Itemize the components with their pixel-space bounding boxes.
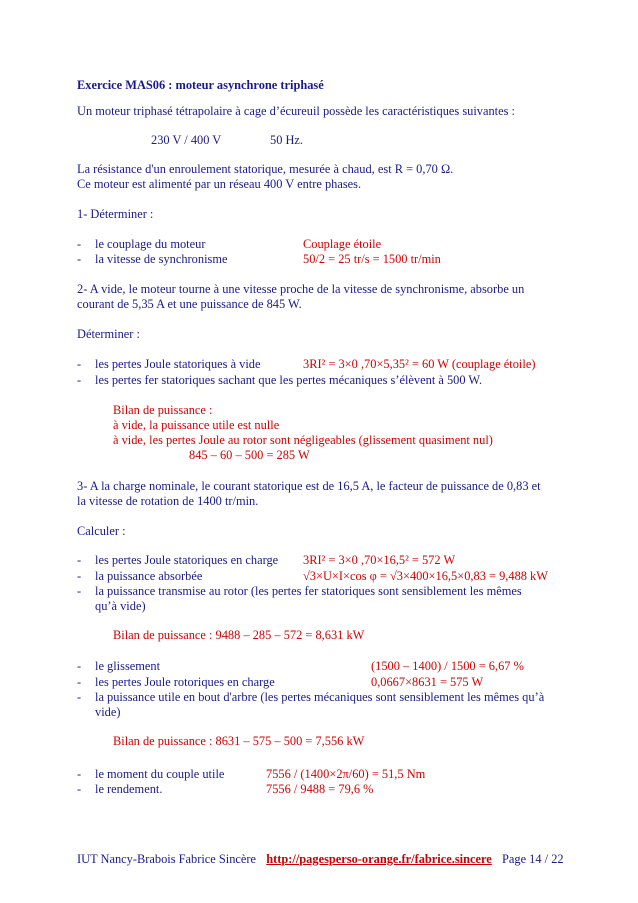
bilan-heading: Bilan de puissance : xyxy=(113,403,213,417)
voltage-value: 230 V / 400 V xyxy=(151,133,222,147)
footer xyxy=(77,852,564,867)
bilan-result: 845 – 60 – 500 = 285 W xyxy=(189,448,310,462)
intro-line: La résistance d'un enroulement statorique, mesurée à chaud, est R = 0,70 Ω. xyxy=(77,162,454,176)
question-item-label: le moment du couple utile xyxy=(95,767,225,781)
question-item-continuation: vide) xyxy=(95,705,121,719)
question-item-label: la puissance transmise au rotor (les pertes fer statoriques sont sensiblement les mêmes xyxy=(95,584,522,598)
question-item-label: les pertes Joule statoriques en charge xyxy=(95,553,279,567)
question-2-text: 2- A vide, le moteur tourne à une vitesse proche de la vitesse de synchronisme, absorbe un xyxy=(77,282,525,296)
list-dash: - xyxy=(77,252,82,266)
answer-text: √3×U×I×cos φ = √3×400×16,5×0,83 = 9,488 kW xyxy=(303,569,548,583)
footer-page-number: Page 14 / 22 xyxy=(501,852,564,866)
answer-text: 0,0667×8631 = 575 W xyxy=(371,675,484,689)
question-item-label: les pertes Joule rotoriques en charge xyxy=(95,675,275,689)
list-dash: - xyxy=(77,373,82,387)
bilan-line: Bilan de puissance : 8631 – 575 – 500 = 7,556 kW xyxy=(113,734,365,748)
question-item-label: le glissement xyxy=(95,659,161,673)
list-dash: - xyxy=(77,584,82,598)
bilan-line: à vide, les pertes Joule au rotor sont négligeables (glissement quasiment nul) xyxy=(113,433,493,447)
question-item-label: le couplage du moteur xyxy=(95,237,206,251)
question-3-text: la vitesse de rotation de 1400 tr/min. xyxy=(77,494,259,508)
frequency-value: 50 Hz. xyxy=(270,133,304,147)
question-2-text: courant de 5,35 A et une puissance de 845 W. xyxy=(77,297,302,311)
footer-org: IUT Nancy-Brabois Fabrice Sincère xyxy=(77,852,257,866)
bilan-line: à vide, la puissance utile est nulle xyxy=(113,418,280,432)
question-3-heading: Calculer : xyxy=(77,524,126,538)
answer-text: 3RI² = 3×0 ,70×5,35² = 60 W (couplage étoile) xyxy=(303,357,536,371)
answer-text: 50/2 = 25 tr/s = 1500 tr/min xyxy=(303,252,441,266)
question-item-continuation: qu’à vide) xyxy=(95,599,146,613)
question-item-label: la puissance absorbée xyxy=(95,569,203,583)
list-dash: - xyxy=(77,237,82,251)
question-1-heading: 1- Déterminer : xyxy=(77,207,154,221)
bilan-line: Bilan de puissance : 9488 – 285 – 572 = 8,631 kW xyxy=(113,628,365,642)
answer-text: 7556 / 9488 = 79,6 % xyxy=(266,782,374,796)
question-item-label: le rendement. xyxy=(95,782,163,796)
question-item-label: les pertes Joule statoriques à vide xyxy=(95,357,261,371)
list-dash: - xyxy=(77,767,82,781)
list-dash: - xyxy=(77,690,82,704)
question-3-text: 3- A la charge nominale, le courant statorique est de 16,5 A, le facteur de puissance de 0,83 et xyxy=(77,479,541,493)
list-dash: - xyxy=(77,553,82,567)
intro-line: Un moteur triphasé tétrapolaire à cage d’écureuil possède les caractéristiques suivantes : xyxy=(77,104,515,118)
answer-text: 3RI² = 3×0 ,70×16,5² = 572 W xyxy=(303,553,456,567)
question-2-heading: Déterminer : xyxy=(77,327,140,341)
footer-link[interactable]: http://pagesperso-orange.fr/fabrice.sincere xyxy=(266,852,492,866)
list-dash: - xyxy=(77,675,82,689)
answer-text: (1500 – 1400) / 1500 = 6,67 % xyxy=(371,659,524,673)
answer-text: Couplage étoile xyxy=(303,237,382,251)
list-dash: - xyxy=(77,569,82,583)
intro-line: Ce moteur est alimenté par un réseau 400 V entre phases. xyxy=(77,177,362,191)
list-dash: - xyxy=(77,357,82,371)
question-item-label: la puissance utile en bout d'arbre (les pertes mécaniques sont sensiblement les mêmes qu’à xyxy=(95,690,545,704)
question-item-label: la vitesse de synchronisme xyxy=(95,252,228,266)
list-dash: - xyxy=(77,659,82,673)
page-title: Exercice MAS06 : moteur asynchrone triphasé xyxy=(77,78,324,92)
answer-text: 7556 / (1400×2π/60) = 51,5 Nm xyxy=(266,767,426,781)
list-dash: - xyxy=(77,782,82,796)
question-item-label: les pertes fer statoriques sachant que les pertes mécaniques s’élèvent à 500 W. xyxy=(95,373,483,387)
